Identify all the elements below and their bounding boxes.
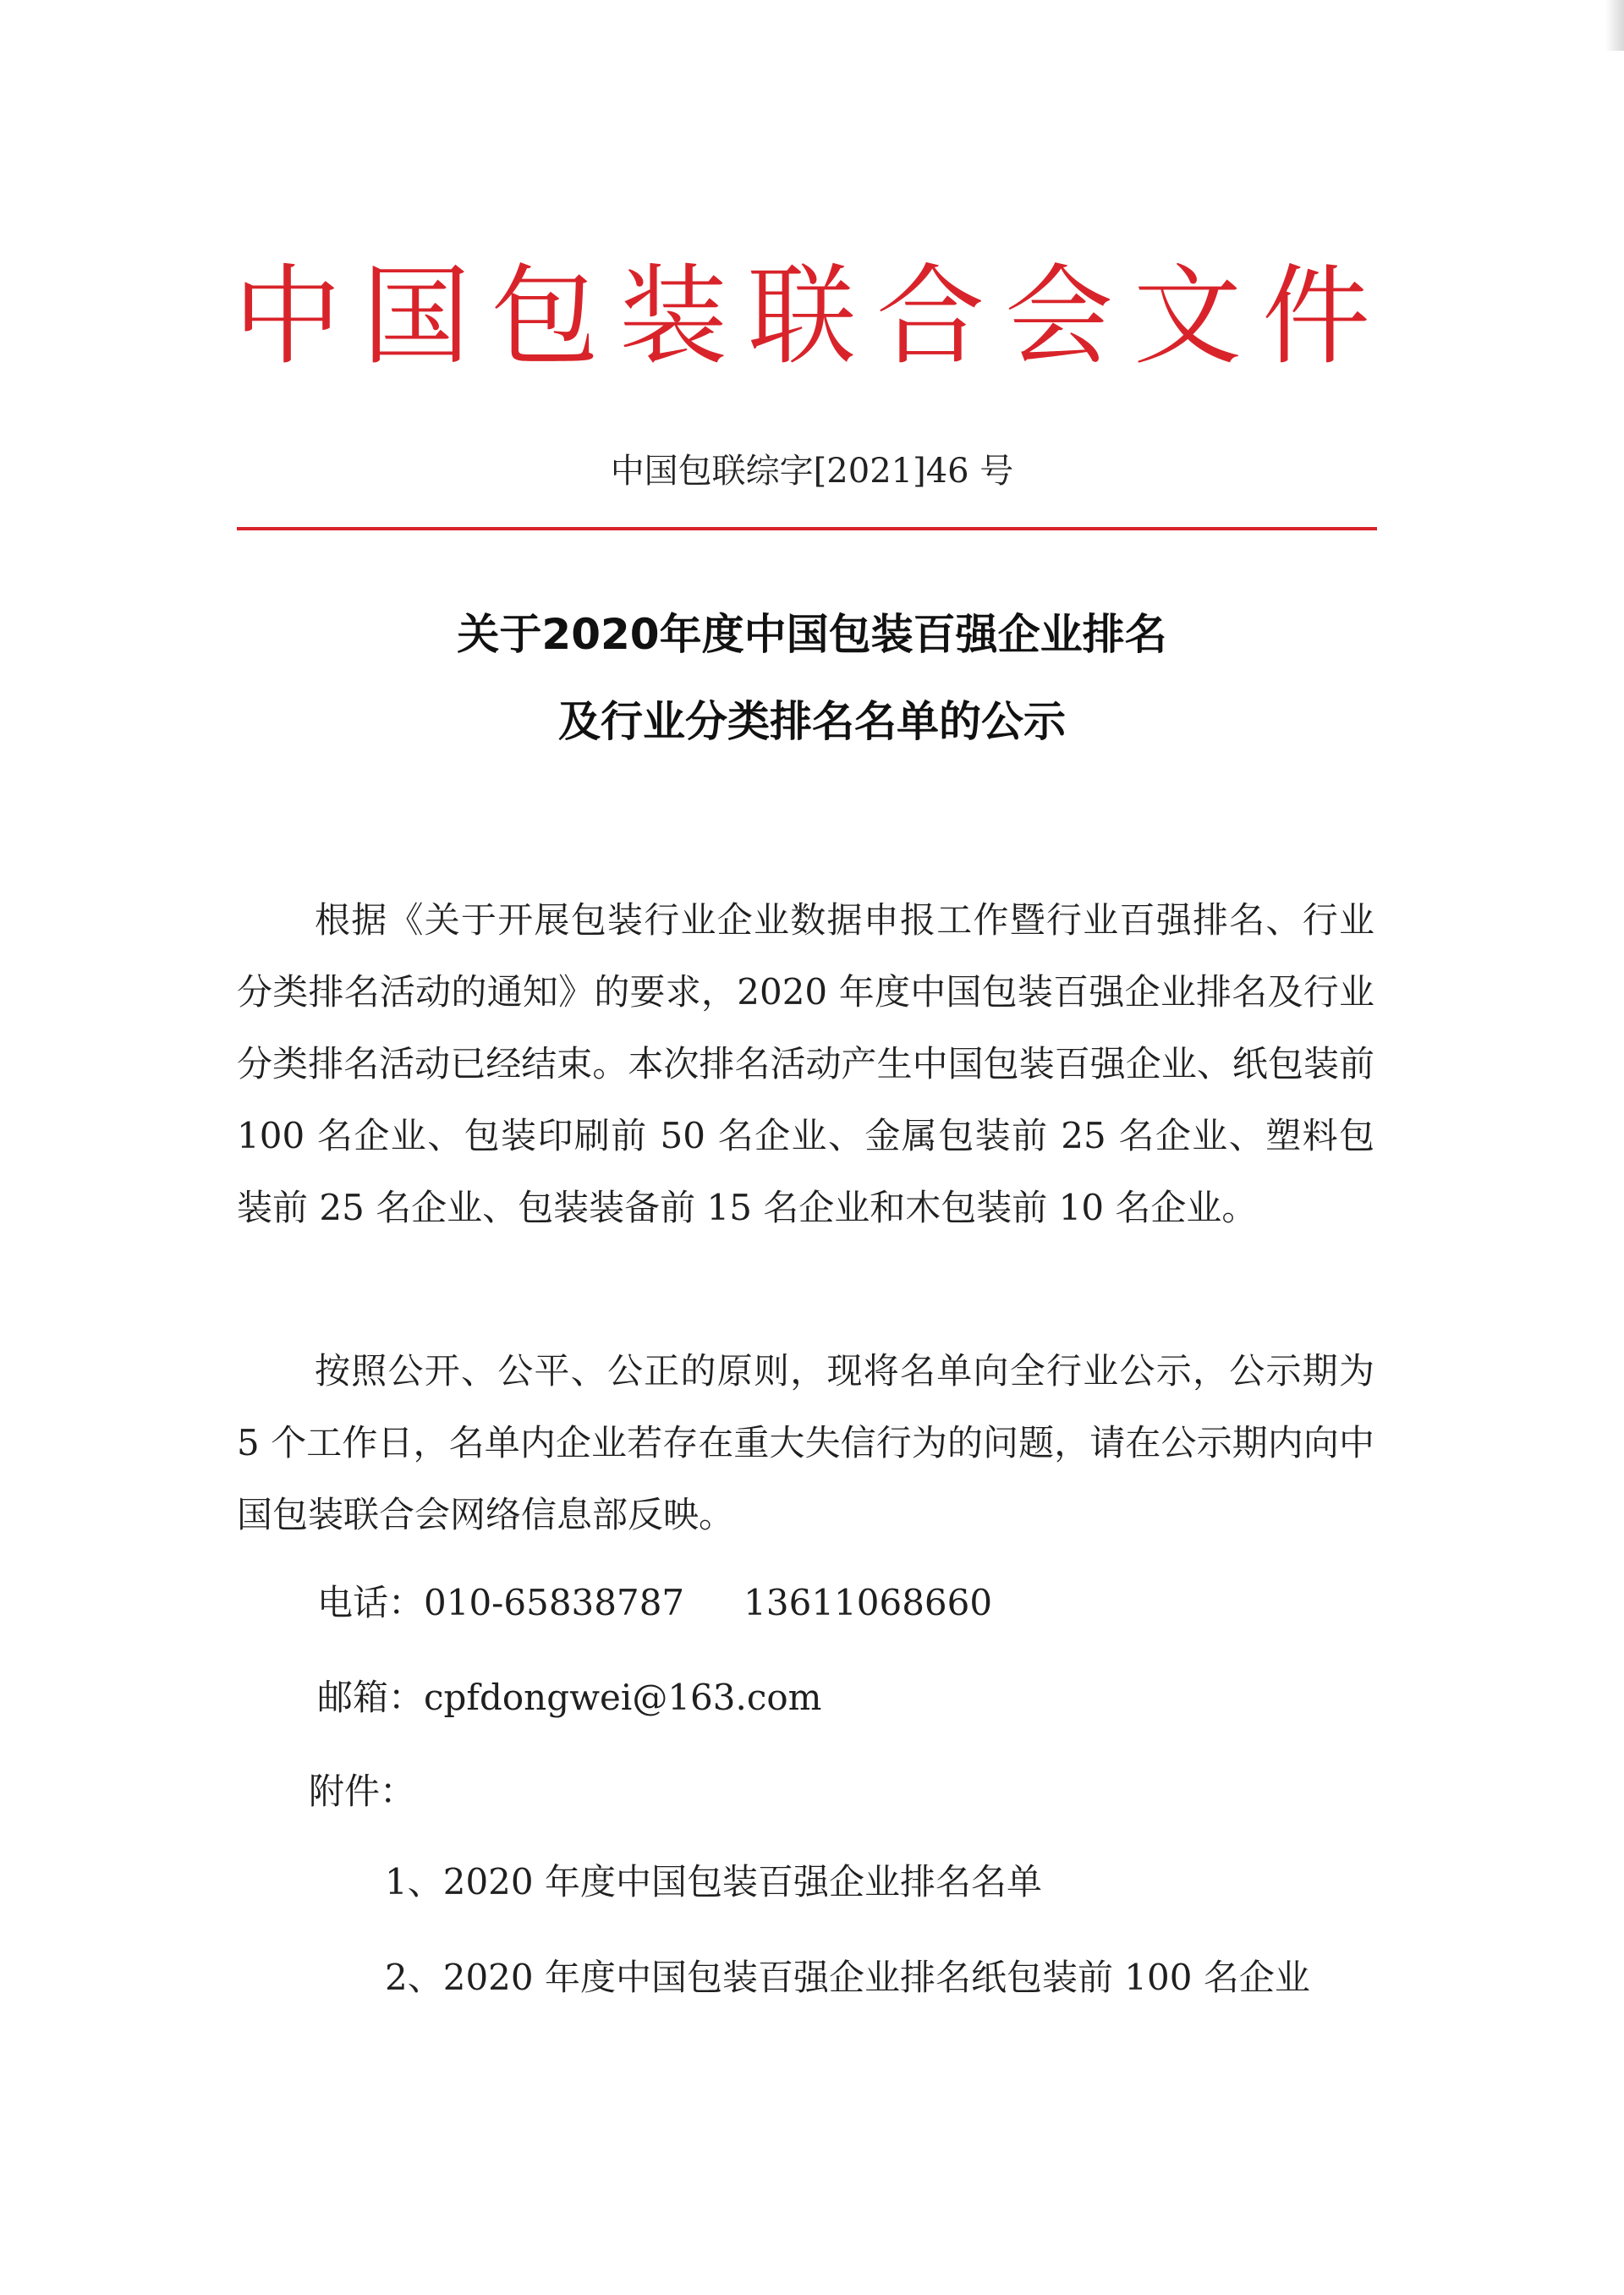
contact-email-line <box>317 1672 821 1723</box>
notice-title-line-2: 及行业分类排名名单的公示 <box>558 697 1066 746</box>
phone-label: 电话： <box>317 1582 425 1623</box>
email-address: cpfdongwei@163.com <box>424 1677 822 1718</box>
body-paragraph-1: 根据《关于开展包装行业企业数据申报工作暨行业百强排名、行业分类排名活动的通知》的要求，2020 年度中国包装百强企业排名及行业分类排名活动已经结束。本次排名活动产生中国包装百强企业、纸包装前 100 名企业、包装印刷前 50 名企业、金属包装前 25 名企业、塑料包装前 25 名企业、包装装备前 15 名企业和木包装前 10 名企业。 <box>237 899 1374 1228</box>
issuer-header-title: 中国包装联合会文件 <box>233 254 1391 380</box>
contact-phone-line <box>317 1578 992 1628</box>
email-label: 邮箱： <box>317 1677 425 1718</box>
red-separator-line <box>237 527 1377 530</box>
body-paragraph-2: 按照公开、公平、公正的原则，现将名单向全行业公示，公示期为 5 个工作日，名单内企业若存在重大失信行为的问题，请在公示期内向中国包装联合会网络信息部反映。 <box>237 1350 1374 1535</box>
scan-edge-shadow <box>1605 0 1624 51</box>
notice-title-line-1: 关于2020年度中国包装百强企业排名 <box>457 610 1167 659</box>
attachment-item: 2、2020 年度中国包装百强企业排名纸包装前 100 名企业 <box>385 1957 1310 1998</box>
phone-number-2: 13611068660 <box>743 1582 993 1623</box>
attachments-label: 附件： <box>309 1771 416 1812</box>
phone-number-1: 010-65838787 <box>424 1582 685 1623</box>
attachment-item: 1、2020 年度中国包装百强企业排名名单 <box>385 1861 1042 1902</box>
document-number: 中国包联综字[2021]46 号 <box>610 452 1014 491</box>
